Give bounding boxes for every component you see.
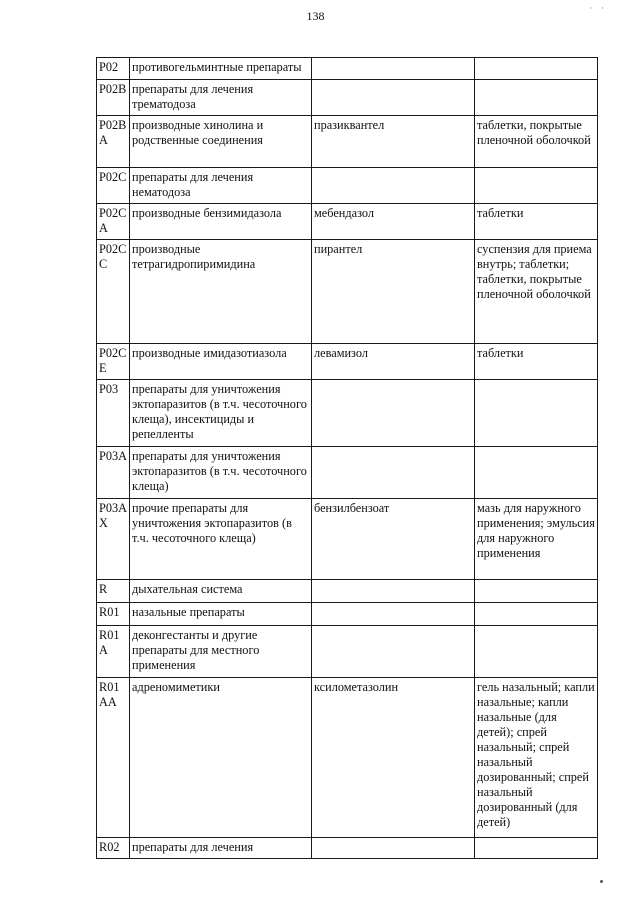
dosage-form-cell: таблетки, покрытые пленочной оболочкой	[475, 116, 598, 168]
atc-code-cell: P02	[97, 58, 130, 80]
group-name-cell: производные имидазотиазола	[130, 344, 312, 380]
group-name-cell: препараты для уничтожения эктопаразитов (в т.ч. чесоточного клеща)	[130, 447, 312, 499]
dosage-form-cell: суспензия для приема внутрь; таблетки; таблетки, покрытые пленочной оболочкой	[475, 240, 598, 344]
atc-code-cell: R01 A	[97, 626, 130, 678]
atc-code-cell: R02	[97, 838, 130, 859]
dosage-form-cell	[475, 626, 598, 678]
dosage-form-cell: таблетки	[475, 344, 598, 380]
substance-cell	[312, 80, 475, 116]
atc-code-cell: P03A X	[97, 499, 130, 580]
scan-dot	[600, 880, 603, 883]
substance-cell: пирантел	[312, 240, 475, 344]
group-name-cell: препараты для лечения трематодоза	[130, 80, 312, 116]
atc-code-cell: P03A	[97, 447, 130, 499]
group-name-cell: деконгестанты и другие препараты для местного применения	[130, 626, 312, 678]
table-row	[97, 626, 598, 678]
atc-code-cell: P02B A	[97, 116, 130, 168]
substance-cell	[312, 838, 475, 859]
table-row	[97, 838, 598, 859]
dosage-form-cell: мазь для наружного применения; эмульсия для наружного применения	[475, 499, 598, 580]
page-number: 138	[306, 9, 325, 23]
substance-cell	[312, 603, 475, 626]
table-row	[97, 116, 598, 168]
dosage-form-cell: таблетки	[475, 204, 598, 240]
dosage-form-cell	[475, 447, 598, 499]
group-name-cell: производные бензимидазола	[130, 204, 312, 240]
table-row	[97, 499, 598, 580]
atc-code-cell: P02C C	[97, 240, 130, 344]
dosage-form-cell	[475, 603, 598, 626]
dosage-form-cell	[475, 580, 598, 603]
substance-cell	[312, 168, 475, 204]
table-row	[97, 603, 598, 626]
atc-code-cell: P02C A	[97, 204, 130, 240]
table-row	[97, 168, 598, 204]
drug-classification-table	[96, 57, 598, 859]
substance-cell	[312, 447, 475, 499]
dosage-form-cell	[475, 80, 598, 116]
dosage-form-cell	[475, 380, 598, 447]
group-name-cell: назальные препараты	[130, 603, 312, 626]
group-name-cell: производные тетрагидропиримидина	[130, 240, 312, 344]
substance-cell: бензилбензоат	[312, 499, 475, 580]
table-row	[97, 678, 598, 838]
dosage-form-cell: гель назальный; капли назальные; капли назальные (для детей); спрей назальный; спрей назальный дозированный; спрей назальный дозированный (для детей)	[475, 678, 598, 838]
group-name-cell: препараты для уничтожения эктопаразитов (в т.ч. чесоточного клеща), инсектициды и репелленты	[130, 380, 312, 447]
group-name-cell: препараты для лечения	[130, 838, 312, 859]
table-row	[97, 80, 598, 116]
substance-cell: ксилометазолин	[312, 678, 475, 838]
substance-cell	[312, 58, 475, 80]
table-row	[97, 204, 598, 240]
scan-artifact: · ·	[589, 4, 607, 14]
atc-code-cell: R01	[97, 603, 130, 626]
dosage-form-cell	[475, 168, 598, 204]
substance-cell	[312, 380, 475, 447]
group-name-cell: адреномиметики	[130, 678, 312, 838]
group-name-cell: производные хинолина и родственные соединения	[130, 116, 312, 168]
atc-code-cell: P03	[97, 380, 130, 447]
table-row	[97, 58, 598, 80]
atc-code-cell: P02C E	[97, 344, 130, 380]
table-row	[97, 580, 598, 603]
table-row	[97, 447, 598, 499]
atc-code-cell: P02C	[97, 168, 130, 204]
table-row	[97, 380, 598, 447]
atc-code-cell: P02B	[97, 80, 130, 116]
group-name-cell: дыхательная система	[130, 580, 312, 603]
group-name-cell: прочие препараты для уничтожения эктопаразитов (в т.ч. чесоточного клеща)	[130, 499, 312, 580]
group-name-cell: противогельминтные препараты	[130, 58, 312, 80]
substance-cell: левамизол	[312, 344, 475, 380]
atc-code-cell: R01 AA	[97, 678, 130, 838]
table-row	[97, 344, 598, 380]
dosage-form-cell	[475, 58, 598, 80]
group-name-cell: препараты для лечения нематодоза	[130, 168, 312, 204]
atc-code-cell: R	[97, 580, 130, 603]
substance-cell	[312, 580, 475, 603]
table-row	[97, 240, 598, 344]
substance-cell	[312, 626, 475, 678]
substance-cell: празиквантел	[312, 116, 475, 168]
substance-cell: мебендазол	[312, 204, 475, 240]
dosage-form-cell	[475, 838, 598, 859]
